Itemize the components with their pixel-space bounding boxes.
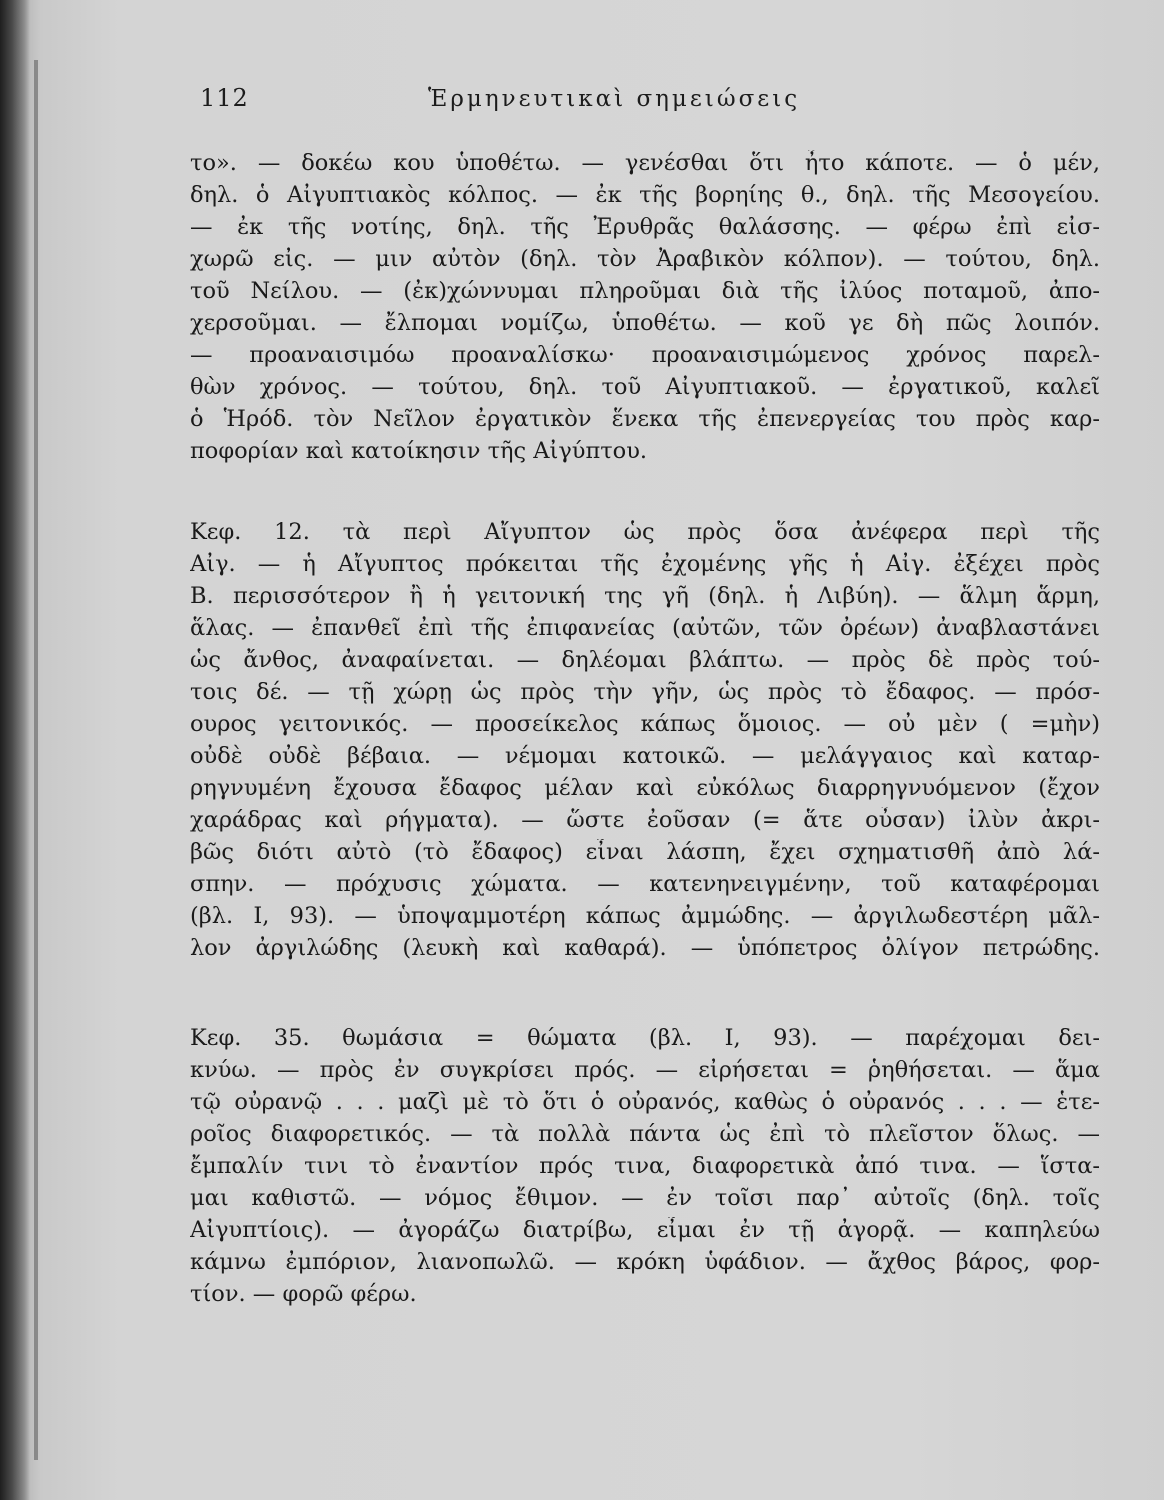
page-edge-shadow	[34, 60, 38, 1460]
text-line: — προαναισιμόω προαναλίσκω· προαναισιμώμενος χρόνος παρελ-	[190, 342, 1100, 368]
text-line: Β. περισσότερον ἢ ἡ γειτονική της γῆ (δηλ. ἡ Λιβύη). — ἅλμη ἅρμη,	[190, 583, 1100, 609]
text-line: κάμνω ἐμπόριον, λιανοπωλῶ. — κρόκη ὑφάδιον. — ἄχθος βάρος, φορ-	[190, 1249, 1100, 1275]
text-line: θὼν χρόνος. — τούτου, δηλ. τοῦ Αἰγυπτιακοῦ. — ἐργατικοῦ, καλεῖ	[190, 374, 1100, 400]
book-binding-edge	[0, 0, 30, 1500]
text-line: βῶς διότι αὐτὸ (τὸ ἔδαφος) εἶναι λάσπη, ἔχει σχηματισθῆ ἀπὸ λά-	[190, 839, 1100, 865]
text-line: λον ἀργιλώδης (λευκὴ καὶ καθαρά). — ὑπόπετρος ὀλίγον πετρώδης.	[190, 935, 1100, 961]
text-line: Αἰγ. — ἡ Αἴγυπτος πρόκειται τῆς ἐχομένης γῆς ἡ Αἰγ. ἐξέχει πρὸς	[190, 551, 1100, 577]
text-line: τῷ οὐρανῷ . . . μαζὶ μὲ τὸ ὅτι ὁ οὐρανός, καθὼς ὁ οὐρανός . . . — ἑτε-	[190, 1089, 1100, 1115]
text-line: ὡς ἄνθος, ἀναφαίνεται. — δηλέομαι βλάπτω. — πρὸς δὲ πρὸς τού-	[190, 647, 1100, 673]
text-line: μαι καθιστῶ. — νόμος ἔθιμον. — ἐν τοῖσι παρ᾽ αὐτοῖς (δηλ. τοῖς	[190, 1185, 1100, 1211]
running-title: Ἑρμηνευτικαὶ σημειώσεις	[428, 86, 801, 112]
page-header	[200, 84, 860, 124]
text-line: χωρῶ εἰς. — μιν αὐτὸν (δηλ. τὸν Ἀραβικὸν κόλπον). — τούτου, δηλ.	[190, 246, 1100, 272]
text-line: ἔμπαλίν τινι τὸ ἐναντίον πρός τινα, διαφορετικὰ ἀπό τινα. — ἵστα-	[190, 1153, 1100, 1179]
page-number: 112	[200, 84, 249, 112]
text-line: το». — δοκέω κου ὑποθέτω. — γενέσθαι ὅτι ἦτο κάποτε. — ὁ μέν,	[190, 150, 1100, 176]
text-line: οὐδὲ οὐδὲ βέβαια. — νέμομαι κατοικῶ. — μελάγγαιος καὶ καταρ-	[190, 743, 1100, 769]
text-line: σπην. — πρόχυσις χώματα. — κατενηνειγμένην, τοῦ καταφέρομαι	[190, 871, 1100, 897]
text-line: — ἐκ τῆς νοτίης, δηλ. τῆς Ἐρυθρᾶς θαλάσσης. — φέρω ἐπὶ εἰσ-	[190, 214, 1100, 240]
text-line: Κεφ. 12. τὰ περὶ Αἴγυπτον ὡς πρὸς ὅσα ἀνέφερα περὶ τῆς	[190, 519, 1100, 545]
text-line: ἅλας. — ἐπανθεῖ ἐπὶ τῆς ἐπιφανείας (αὐτῶν, τῶν ὀρέων) ἀναβλαστάνει	[190, 615, 1100, 641]
text-line: χαράδρας καὶ ρήγματα). — ὥστε ἐοῦσαν (= ἅτε οὖσαν) ἰλὺν ἀκρι-	[190, 807, 1100, 833]
text-line: τοῦ Νείλου. — (ἐκ)χώννυμαι πληροῦμαι διὰ τῆς ἰλύος ποταμοῦ, ἀπο-	[190, 278, 1100, 304]
text-line: χερσοῦμαι. — ἔλπομαι νομίζω, ὑποθέτω. — κοῦ γε δὴ πῶς λοιπόν.	[190, 310, 1100, 336]
text-line: τίον. — φορῶ φέρω.	[190, 1281, 417, 1307]
text-line: κνύω. — πρὸς ἐν συγκρίσει πρός. — εἰρήσεται = ῥηθήσεται. — ἅμα	[190, 1057, 1100, 1083]
text-line: ὁ Ἡρόδ. τὸν Νεῖλον ἐργατικὸν ἕνεκα τῆς ἐπενεργείας του πρὸς καρ-	[190, 406, 1100, 432]
text-line: (βλ. Ι, 93). — ὑποψαμμοτέρη κάπως ἀμμώδης. — ἀργιλωδεστέρη μᾶλ-	[190, 903, 1100, 929]
text-line: ποφορίαν καὶ κατοίκησιν τῆς Αἰγύπτου.	[190, 438, 648, 464]
text-line: δηλ. ὁ Αἰγυπτιακὸς κόλπος. — ἐκ τῆς βορηίης θ., δηλ. τῆς Μεσογείου.	[190, 182, 1100, 208]
text-line: ρηγνυμένη ἔχουσα ἔδαφος μέλαν καὶ εὐκόλως διαρρηγνυόμενον (ἔχον	[190, 775, 1100, 801]
text-line: ροῖος διαφορετικός. — τὰ πολλὰ πάντα ὡς ἐπὶ τὸ πλεῖστον ὅλως. —	[190, 1121, 1100, 1147]
text-line: Αἰγυπτίοις). — ἀγοράζω διατρίβω, εἶμαι ἐν τῇ ἀγορᾷ. — καπηλεύω	[190, 1217, 1100, 1243]
text-line: ουρος γειτονικός. — προσείκελος κάπως ὅμοιος. — οὐ μὲν ( =μὴν)	[190, 711, 1100, 737]
text-line: Κεφ. 35. θωμάσια = θώματα (βλ. Ι, 93). — παρέχομαι δει-	[190, 1025, 1100, 1051]
text-line: τοις δέ. — τῇ χώρῃ ὡς πρὸς τὴν γῆν, ὡς πρὸς τὸ ἔδαφος. — πρόσ-	[190, 679, 1100, 705]
